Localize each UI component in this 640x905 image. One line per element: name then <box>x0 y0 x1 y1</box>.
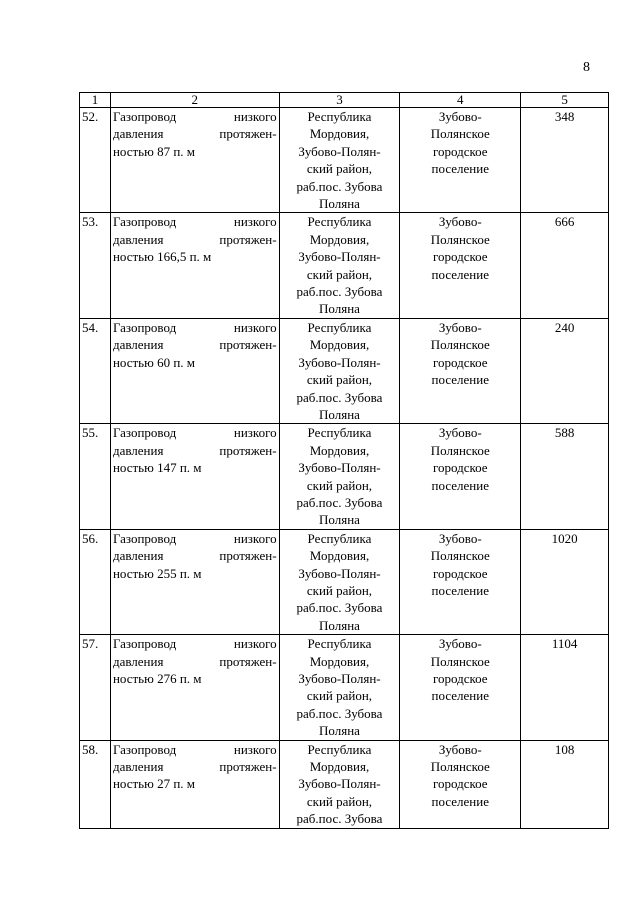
location-line: Мордовия, <box>309 337 370 353</box>
settlement-line: поселение <box>431 582 489 598</box>
page-number: 8 <box>583 60 590 75</box>
table-row <box>80 318 609 423</box>
object-name <box>110 529 279 634</box>
object-name-line: давления протяжен- <box>112 759 277 775</box>
settlement <box>400 635 521 740</box>
object-name-line: ностью 255 п. м <box>112 565 202 581</box>
settlement-line: городское <box>432 671 488 686</box>
settlement-line: городское <box>432 565 488 581</box>
object-name-line: Газопровод низкого <box>112 636 277 652</box>
table-row <box>80 213 609 318</box>
row-number: 58. <box>80 740 111 828</box>
settlement-line: поселение <box>431 266 489 282</box>
value-cell: 588 <box>521 424 609 529</box>
location-line: Зубово-Полян- <box>298 776 381 792</box>
column-header-2: 2 <box>110 93 279 108</box>
object-name-line: ностью 60 п. м <box>112 354 196 370</box>
location-line: ский район, <box>306 477 373 493</box>
location-line: Поляна <box>319 406 360 422</box>
settlement-line: Полянское <box>430 231 490 247</box>
settlement <box>400 424 521 529</box>
settlement-line: Полянское <box>430 126 490 142</box>
object-name <box>110 108 279 213</box>
settlement-line: поселение <box>431 688 489 704</box>
row-number: 57. <box>80 635 111 740</box>
table-body <box>80 108 609 829</box>
location-line: Мордовия, <box>309 231 370 247</box>
table-header-row <box>80 93 609 108</box>
settlement <box>400 318 521 423</box>
settlement-line: Зубово- <box>438 530 482 546</box>
object-name-line: Газопровод низкого <box>112 741 277 757</box>
location-line: ский район, <box>306 161 373 177</box>
settlement-line: поселение <box>431 161 489 177</box>
object-location <box>279 318 400 423</box>
location-line: Мордовия, <box>309 126 370 142</box>
location-line: Мордовия, <box>309 442 370 458</box>
object-location <box>279 213 400 318</box>
settlement-line: Зубово- <box>438 741 482 757</box>
object-name-line: давления протяжен- <box>112 653 277 669</box>
location-line: ский район, <box>306 793 373 809</box>
location-line: Зубово-Полян- <box>298 565 381 581</box>
row-number: 55. <box>80 424 111 529</box>
location-line: ский район, <box>306 266 373 282</box>
object-name <box>110 424 279 529</box>
settlement <box>400 108 521 213</box>
object-name-line: Газопровод низкого <box>112 319 277 335</box>
settlement-line: Полянское <box>430 759 490 775</box>
location-line: Поляна <box>319 301 360 317</box>
object-name-line: давления протяжен- <box>112 442 277 458</box>
settlement-line: городское <box>432 460 488 476</box>
table-row <box>80 740 609 828</box>
object-name-line: ностью 166,5 п. м <box>112 249 212 265</box>
object-name-line: Газопровод низкого <box>112 530 277 546</box>
location-line: Поляна <box>319 617 360 633</box>
settlement-line: Полянское <box>430 548 490 564</box>
location-line: Поляна <box>319 723 360 739</box>
value-cell: 108 <box>521 740 609 828</box>
object-location <box>279 529 400 634</box>
location-line: Поляна <box>319 196 360 212</box>
value-cell: 1104 <box>521 635 609 740</box>
object-location <box>279 635 400 740</box>
column-header-3: 3 <box>279 93 400 108</box>
settlement-line: поселение <box>431 372 489 388</box>
location-line: Республика <box>307 425 372 441</box>
settlement-line: городское <box>432 776 488 792</box>
object-name-line: Газопровод низкого <box>112 425 277 441</box>
object-name <box>110 318 279 423</box>
object-name-line: ностью 87 п. м <box>112 143 196 159</box>
location-line: ский район, <box>306 688 373 704</box>
settlement-line: Полянское <box>430 337 490 353</box>
row-number: 53. <box>80 213 111 318</box>
object-name <box>110 635 279 740</box>
location-line: Республика <box>307 741 372 757</box>
settlement-line: Зубово- <box>438 319 482 335</box>
settlement <box>400 740 521 828</box>
object-name-line: ностью 27 п. м <box>112 776 196 792</box>
location-line: раб.пос. Зубова <box>296 494 383 510</box>
location-line: раб.пос. Зубова <box>296 389 383 405</box>
table-row <box>80 108 609 213</box>
location-line: Республика <box>307 109 372 124</box>
object-name-line: Газопровод низкого <box>112 109 277 124</box>
object-name-line: давления протяжен- <box>112 337 277 353</box>
settlement-line: Зубово- <box>438 636 482 652</box>
column-header-4: 4 <box>400 93 521 108</box>
column-header-5: 5 <box>521 93 609 108</box>
location-line: Мордовия, <box>309 759 370 775</box>
location-line: Поляна <box>319 512 360 528</box>
location-line: Мордовия, <box>309 653 370 669</box>
location-line: Зубово-Полян- <box>298 143 381 159</box>
row-number: 54. <box>80 318 111 423</box>
settlement-line: городское <box>432 354 488 370</box>
object-name-line: Газопровод низкого <box>112 214 277 230</box>
object-name-line: давления протяжен- <box>112 126 277 142</box>
settlement-line: Полянское <box>430 442 490 458</box>
settlement-line: городское <box>432 249 488 265</box>
object-name-line: давления протяжен- <box>112 548 277 564</box>
object-location <box>279 740 400 828</box>
row-number: 52. <box>80 108 111 213</box>
location-line: Республика <box>307 636 372 652</box>
location-line: ский район, <box>306 372 373 388</box>
object-name-line: ностью 147 п. м <box>112 460 202 476</box>
value-cell: 240 <box>521 318 609 423</box>
location-line: раб.пос. Зубова <box>296 600 383 616</box>
settlement-line: Зубово- <box>438 109 482 124</box>
location-line: Зубово-Полян- <box>298 671 381 686</box>
object-location <box>279 108 400 213</box>
settlement-line: поселение <box>431 793 489 809</box>
object-location <box>279 424 400 529</box>
settlement-line: поселение <box>431 477 489 493</box>
location-line: Зубово-Полян- <box>298 249 381 265</box>
object-name <box>110 740 279 828</box>
location-line: раб.пос. Зубова <box>296 284 383 300</box>
row-number: 56. <box>80 529 111 634</box>
location-line: Республика <box>307 214 372 230</box>
table-row <box>80 635 609 740</box>
settlement <box>400 529 521 634</box>
location-line: раб.пос. Зубова <box>296 705 383 721</box>
column-header-1: 1 <box>80 93 111 108</box>
location-line: раб.пос. Зубова <box>296 178 383 194</box>
value-cell: 1020 <box>521 529 609 634</box>
location-line: Республика <box>307 319 372 335</box>
settlement-line: городское <box>432 143 488 159</box>
value-cell: 348 <box>521 108 609 213</box>
object-name-line: давления протяжен- <box>112 231 277 247</box>
settlement <box>400 213 521 318</box>
location-line: Зубово-Полян- <box>298 460 381 476</box>
location-line: раб.пос. Зубова <box>296 811 383 827</box>
location-line: Мордовия, <box>309 548 370 564</box>
location-line: ский район, <box>306 582 373 598</box>
gas-pipeline-table <box>79 92 609 829</box>
table-row <box>80 529 609 634</box>
table-row <box>80 424 609 529</box>
object-name-line: ностью 276 п. м <box>112 671 202 686</box>
location-line: Республика <box>307 530 372 546</box>
location-line: Зубово-Полян- <box>298 354 381 370</box>
value-cell: 666 <box>521 213 609 318</box>
object-name <box>110 213 279 318</box>
settlement-line: Зубово- <box>438 214 482 230</box>
settlement-line: Зубово- <box>438 425 482 441</box>
settlement-line: Полянское <box>430 653 490 669</box>
